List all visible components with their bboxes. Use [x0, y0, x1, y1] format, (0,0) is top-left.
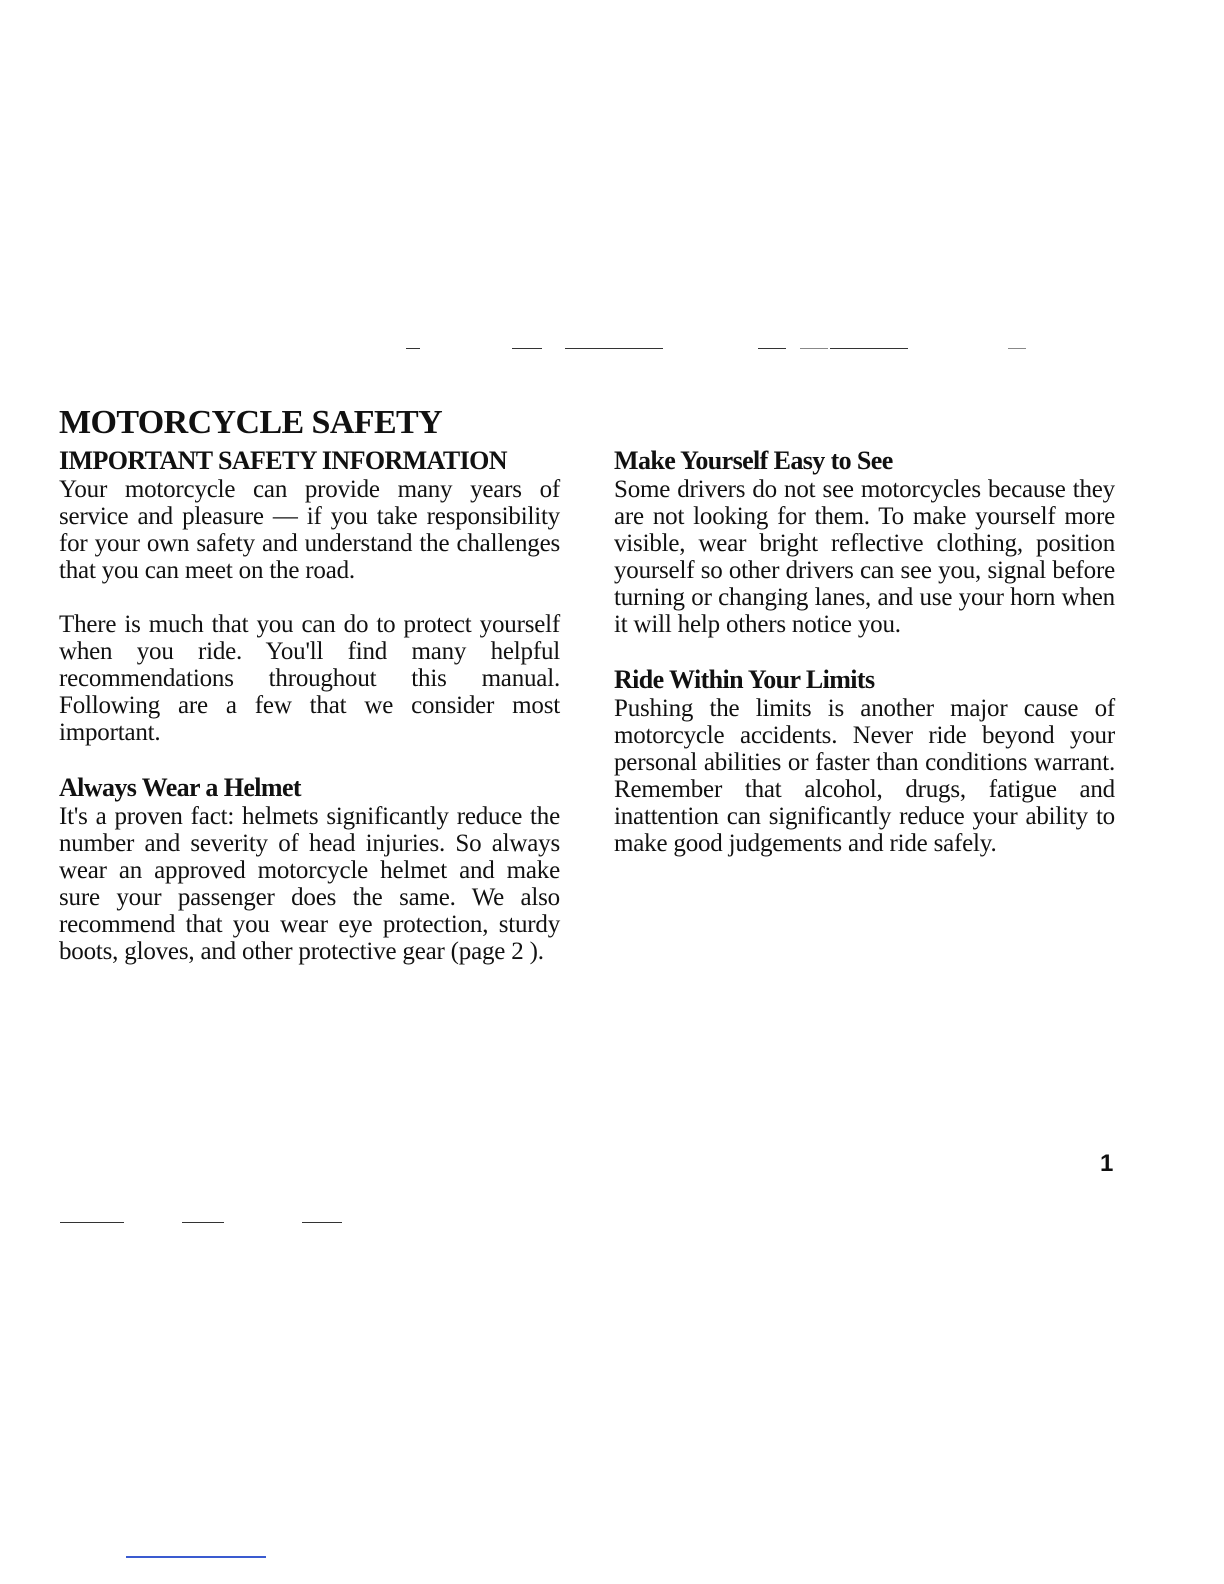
scan-artifact-rule [302, 1222, 342, 1223]
scan-artifact-rule [758, 348, 786, 349]
helmet-paragraph: It's a proven fact: helmets significantly reduce the number and severity of head injuries. So always wear an approved motorcycle helmet and make sure your passenger does the same. We also recommend that you wear eye protection, sturdy boots, gloves, and other protective gear (page 2 ). [59, 803, 560, 965]
scan-artifact-rule [126, 1556, 266, 1558]
limits-paragraph: Pushing the limits is another major cause of motorcycle accidents. Never ride beyond your personal abilities or faster than conditions warrant. Remember that alcohol, drugs, fatigue and inattention can significantly reduce your ability to make good judgements and ride safely. [614, 695, 1115, 857]
scan-artifact-rule [60, 1222, 124, 1223]
helmet-heading: Always Wear a Helmet [59, 773, 301, 802]
section-heading: IMPORTANT SAFETY INFORMATION [59, 446, 507, 475]
right-column [614, 446, 1115, 857]
scan-artifact-rule [182, 1222, 224, 1223]
page-title: MOTORCYCLE SAFETY [59, 404, 443, 441]
scan-artifact-rule [800, 348, 828, 349]
scan-artifact-rule [512, 348, 542, 349]
visibility-paragraph: Some drivers do not see motorcycles because they are not looking for them. To make yourself more visible, wear bright reflective clothing, position yourself so other drivers can see you, signal before turning or changing lanes, and use your horn when it will help others notice you. [614, 476, 1115, 638]
scan-artifact-rule [830, 348, 908, 349]
visibility-heading: Make Yourself Easy to See [614, 446, 893, 475]
intro-paragraph: There is much that you can do to protect yourself when you ride. You'll find many helpful recommendations throughout this manual. Following are a few that we consider most important. [59, 611, 560, 746]
page-number: 1 [1100, 1150, 1114, 1177]
scan-artifact-rule [406, 348, 420, 349]
left-column [59, 446, 560, 965]
scan-artifact-rule [1008, 348, 1026, 349]
limits-heading: Ride Within Your Limits [614, 665, 875, 694]
intro-paragraph: Your motorcycle can provide many years of service and pleasure — if you take responsibility for your own safety and understand the challenges that you can meet on the road. [59, 476, 560, 584]
scan-artifact-rule [565, 348, 663, 349]
